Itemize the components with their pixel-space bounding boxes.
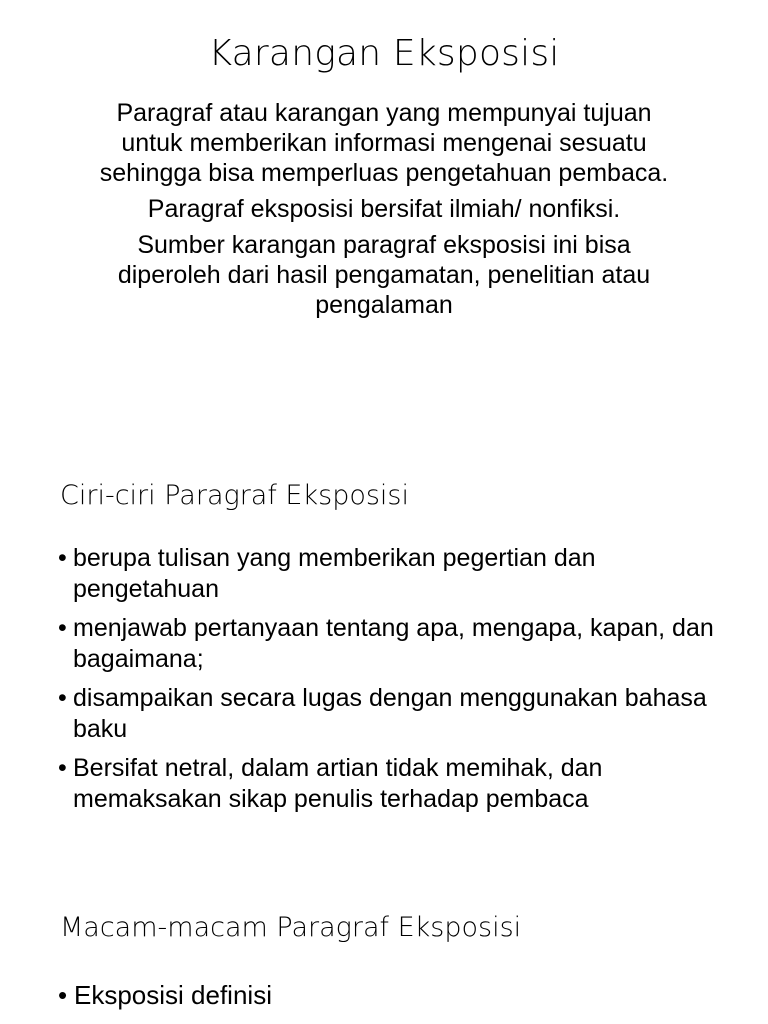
bullet-list [58, 980, 748, 1019]
list-item-text: Bersifat netral, dalam artian tidak memihak, dan memaksakan sikap penulis terhadap pembaca [73, 754, 603, 813]
bullet-icon: • [58, 980, 68, 1010]
bullet-icon: • [58, 754, 67, 782]
bullet-icon: • [58, 544, 67, 572]
slide-title: Ciri-ciri Paragraf Eksposisi [60, 480, 409, 511]
list-item [58, 613, 748, 675]
slide-ciri-ciri [0, 440, 768, 880]
list-item [58, 543, 748, 605]
list-item [58, 753, 748, 815]
bullet-icon: • [58, 614, 67, 642]
bullet-icon: • [58, 684, 67, 712]
slide-macam-macam [0, 880, 768, 1024]
list-item [58, 683, 748, 745]
list-item-text: disampaikan secara lugas dengan menggunakan bahasa baku [73, 684, 707, 743]
slide-title: Macam-macam Paragraf Eksposisi [60, 912, 522, 943]
list-item-text: Eksposisi definisi [74, 980, 272, 1010]
paragraph: Paragraf eksposisi bersifat ilmiah/ nonfiksi. [147, 195, 621, 223]
bullet-list [58, 543, 748, 823]
slide-karangan-eksposisi [0, 0, 768, 440]
paragraph: Sumber karangan paragraf eksposisi ini bisa diperoleh dari hasil pengamatan, penelitian atau pengalaman [117, 231, 651, 319]
paragraph: Paragraf atau karangan yang mempunyai tujuan untuk memberikan informasi mengenai sesuatu sehingga bisa memperluas pengetahuan pembaca. [99, 99, 669, 187]
slide-body [95, 98, 673, 326]
list-item-text: berupa tulisan yang memberikan pegertian dan pengetahuan [73, 544, 596, 603]
list-item-text: menjawab pertanyaan tentang apa, mengapa, kapan, dan bagaimana; [73, 614, 714, 673]
list-item [58, 980, 748, 1011]
slide-title: Karangan Eksposisi [208, 33, 560, 74]
